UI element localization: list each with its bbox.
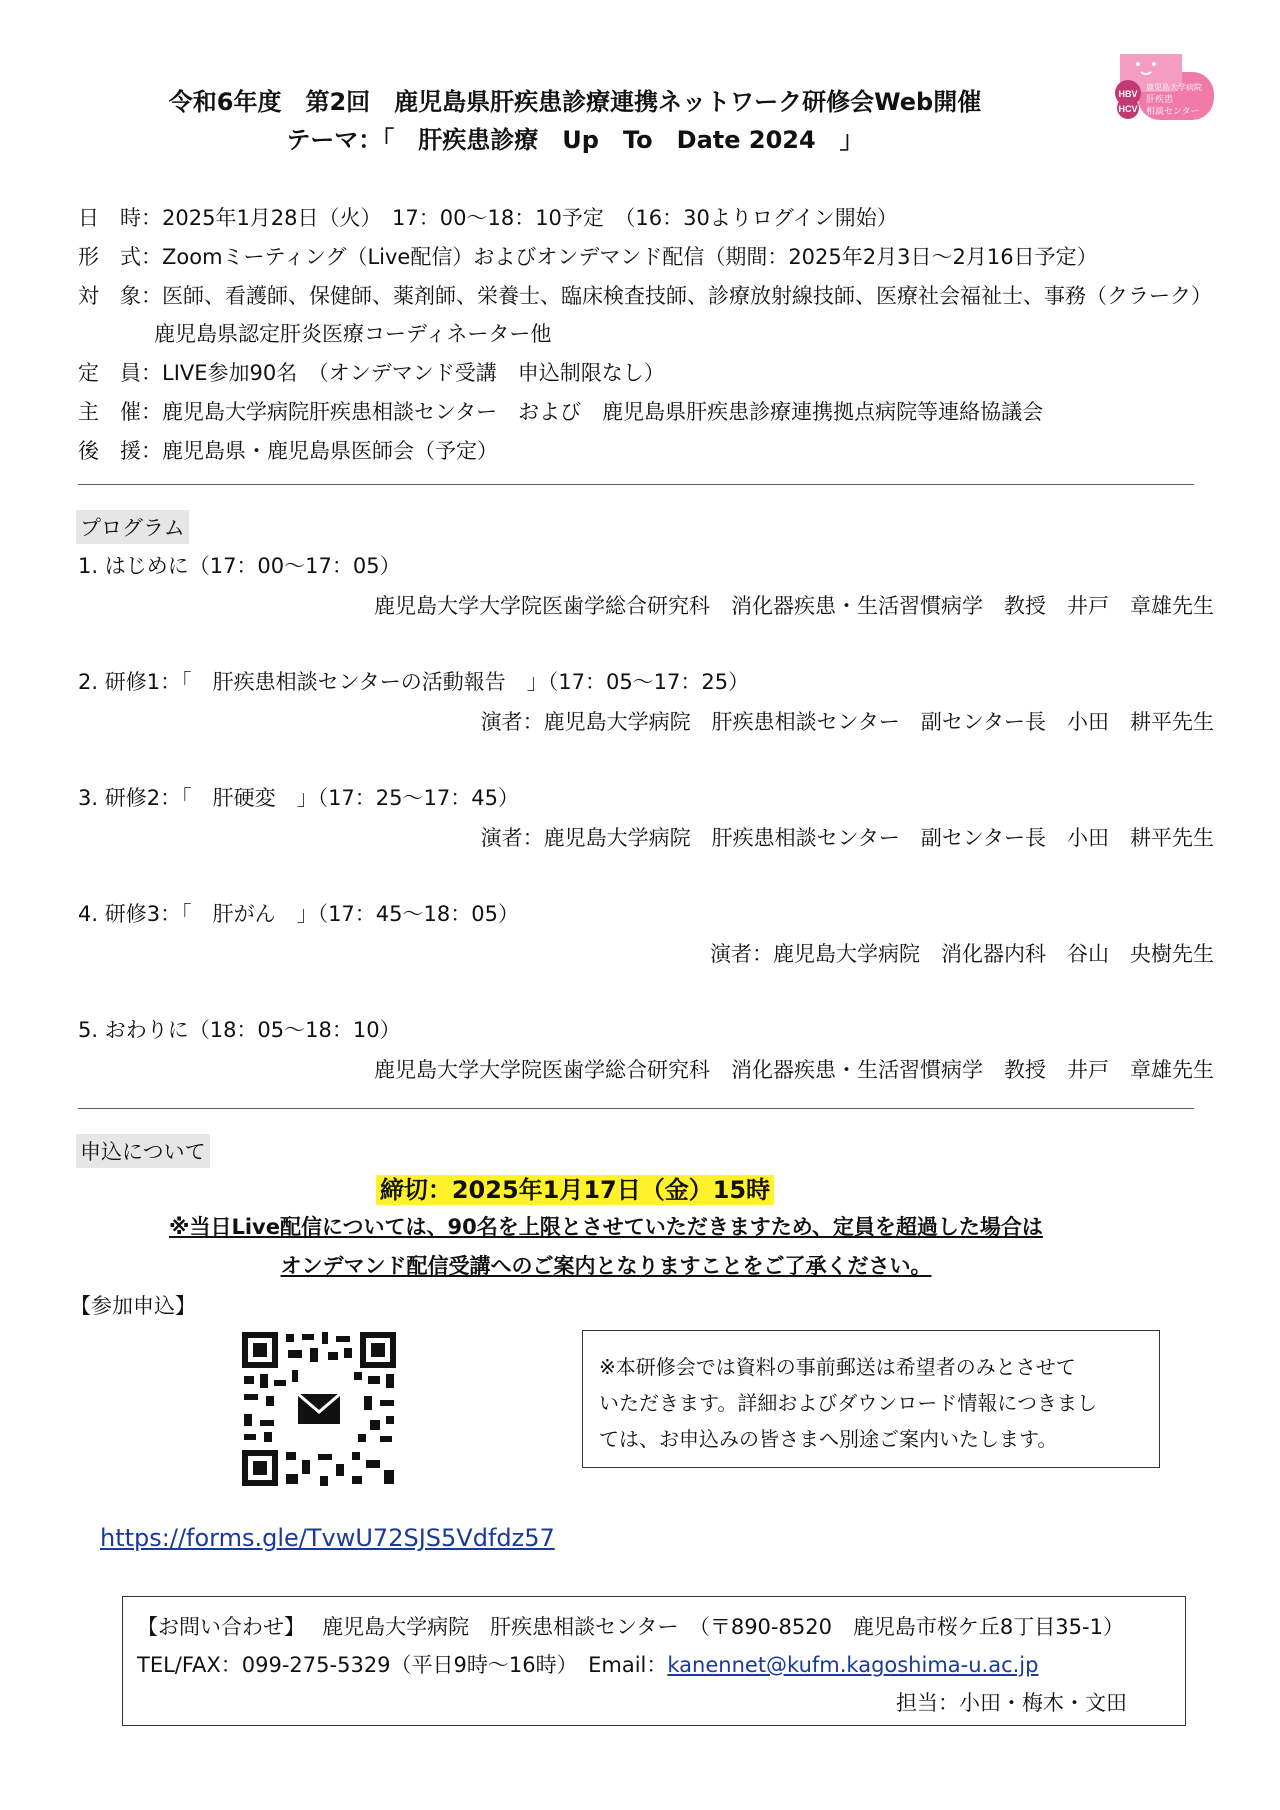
info-target-cont: 鹿児島県認定肝炎医療コーディネーター他 [154,322,552,346]
info-host: 主 催：鹿児島大学病院肝疾患相談センター および 鹿児島県肝疾患診療連携拠点病院等連絡協議会 [78,400,1044,424]
mailing-note-box [582,1330,1160,1468]
mailing-note-line: ※本研修会では資料の事前郵送は希望者のみとさせて [599,1355,1076,1379]
divider-bottom [78,1108,1194,1109]
logo-text-2: 肝疾患 [1146,95,1174,105]
divider-top [78,484,1194,485]
program-item-head: 2. 研修1：「 肝疾患相談センターの活動報告 」（17：05〜17：25） [78,670,750,694]
theme-title: テーマ：「 肝疾患診療 Up To Date 2024 」 [286,126,864,154]
info-date: 日 時：2025年1月28日（火） 17：00〜18：10予定 （16：30よりログイン開始） [78,206,898,230]
info-support: 後 援：鹿児島県・鹿児島県医師会（予定） [78,439,498,463]
logo-hcv: HCV [1118,104,1138,114]
qr-code[interactable] [240,1330,398,1488]
contact-phone: TEL/FAX：099-275-5329（平日9時〜16時） Email： [137,1653,668,1677]
notice-line-1: ※当日Live配信については、90名を上限とさせていただきますため、定員を超過した場合は [169,1215,1043,1239]
contact-phone-row [137,1649,1038,1679]
program-item-speaker: 鹿児島大学大学院医歯学総合研究科 消化器疾患・生活習慣病学 教授 井戸 章雄先生 [374,1058,1214,1082]
info-capacity: 定 員：LIVE参加90名 （オンデマンド受講 申込制限なし） [78,361,665,385]
application-url-link[interactable]: https://forms.gle/TvwU72SJS5Vdfdz57 [100,1524,555,1552]
logo-text-1: 鹿児島大学病院 [1146,83,1202,92]
program-label: プログラム [76,510,189,544]
contact-staff: 担当：小田・梅木・文田 [896,1691,1127,1715]
center-logo [1108,48,1218,126]
program-item-speaker: 演者：鹿児島大学病院 肝疾患相談センター 副センター長 小田 耕平先生 [480,826,1214,850]
logo-text-3: 相談センター [1146,107,1200,117]
deadline-wrap [0,1170,1150,1205]
program-item-speaker: 演者：鹿児島大学病院 肝疾患相談センター 副センター長 小田 耕平先生 [480,710,1214,734]
mailing-note-line: いただきます。詳細およびダウンロード情報につきまし [599,1391,1097,1415]
program-item-speaker: 演者：鹿児島大学病院 消化器内科 谷山 央樹先生 [710,942,1214,966]
logo-hbv: HBV [1118,89,1138,99]
contact-email-link[interactable]: kanennet@kufm.kagoshima-u.ac.jp [667,1653,1039,1677]
program-item-speaker: 鹿児島大学大学院医歯学総合研究科 消化器疾患・生活習慣病学 教授 井戸 章雄先生 [374,594,1214,618]
info-target: 対 象：医師、看護師、保健師、薬剤師、栄養士、臨床検査技師、診療放射線技師、医療社会福祉士、事務（クラーク） [78,284,1212,308]
info-format: 形 式：Zoomミーティング（Live配信）およびオンデマンド配信（期間：2025年2月3日〜2月16日予定） [78,245,1098,269]
mailing-note-line: ては、お申込みの皆さまへ別途ご案内いたします。 [599,1427,1058,1451]
contact-box [122,1596,1186,1726]
contact-address: 【お問い合わせ】 鹿児島大学病院 肝疾患相談センター （〒890-8520 鹿児島市桜ケ丘8丁目35-1） [137,1615,1124,1639]
apply-label: 【参加申込】 [70,1294,196,1318]
program-item-head: 1. はじめに（17：00〜17：05） [78,554,401,578]
deadline: 締切：2025年1月17日（金）15時 [376,1175,774,1205]
application-label: 申込について [76,1134,210,1168]
program-item-head: 5. おわりに（18：05〜18：10） [78,1018,401,1042]
program-item-head: 4. 研修3：「 肝がん 」（17：45〜18：05） [78,902,519,926]
notice-line-2: オンデマンド配信受講へのご案内となりますことをご了承ください。 [280,1254,932,1278]
program-item-head: 3. 研修2：「 肝硬変 」（17：25〜17：45） [78,786,519,810]
page-title: 令和6年度 第2回 鹿児島県肝疾患診療連携ネットワーク研修会Web開催 [168,88,982,116]
